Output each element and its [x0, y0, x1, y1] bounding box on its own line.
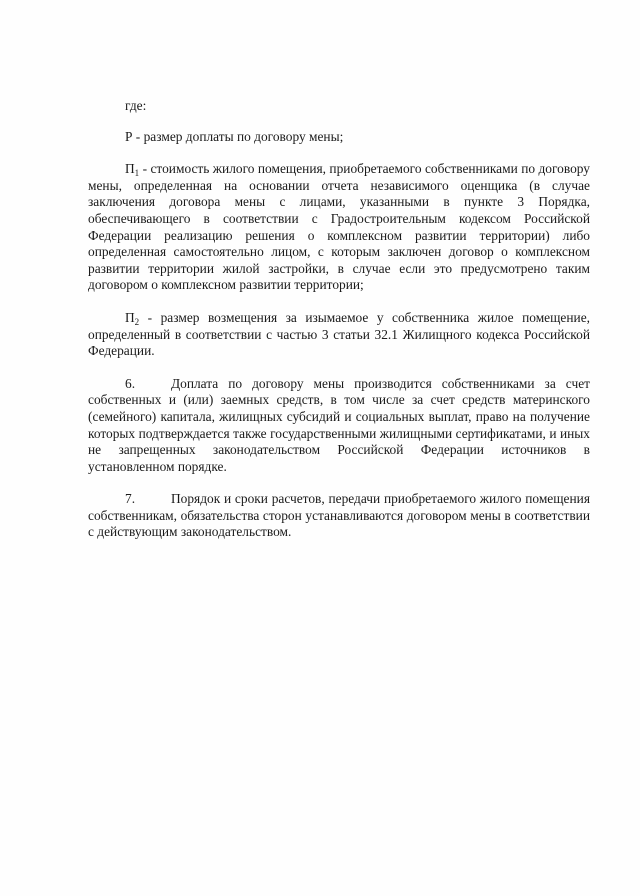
symbol-p2: [125, 310, 139, 325]
item-7-number: 7.: [125, 491, 136, 507]
symbol-p1-letter: П: [125, 161, 135, 177]
symbol-p1-subscript: 1: [134, 168, 140, 179]
symbol-p: Р: [125, 128, 133, 144]
definition-p1: [88, 161, 590, 294]
item-6: [88, 376, 590, 476]
document-body: [88, 98, 590, 557]
where-label: [88, 98, 590, 115]
definition-p-text: - размер доплаты по договору мены;: [132, 128, 344, 144]
item-7-text: Порядок и сроки расчетов, передачи приобретаемого жилого помещения собственникам, обязательства сторон устанавливаются договором мены в соответствии с действующим законодательством.: [88, 491, 590, 540]
definition-p: [88, 129, 590, 146]
item-7: [88, 491, 590, 541]
item-6-text: Доплата по договору мены производится собственниками за счет собственных и (или) заемных средств, в том числе за счет средств материнского (семейного) капитала, жилищных субсидий и социальных выплат, право на получение которых подтверждается также государственными жилищными сертификатами, и иных не запрещенных законодательством Российской Федерации источников в установленном порядке.: [88, 375, 590, 474]
definition-p2-text: - размер возмещения за изымаемое у собственника жилое помещение, определенный в соответствии с частью 3 статьи 32.1 Жилищного кодекса Российской Федерации.: [88, 309, 590, 359]
definition-p1-text: - стоимость жилого помещения, приобретаемого собственниками по договору мены, определенная на основании отчета независимого оценщика (в случае заключения договора мены с лицами, указанными в пункте 3 Порядка, обеспечивающего в соответствии с Градостроительным кодексом Российской Федерации реализацию решения о комплексном развитии территории) либо определенная самостоятельно лицом, с которым заключен договор о комплексном развитии территории жилой застройки, в случае если это предусмотрено таким договором о комплексном развитии территории;: [88, 161, 590, 293]
symbol-p2-letter: П: [125, 309, 135, 325]
symbol-p2-subscript: 2: [134, 316, 140, 327]
symbol-p1: [125, 161, 140, 179]
item-6-number: 6.: [125, 375, 136, 391]
definition-p2: [88, 310, 590, 360]
where-text: где:: [125, 98, 147, 113]
